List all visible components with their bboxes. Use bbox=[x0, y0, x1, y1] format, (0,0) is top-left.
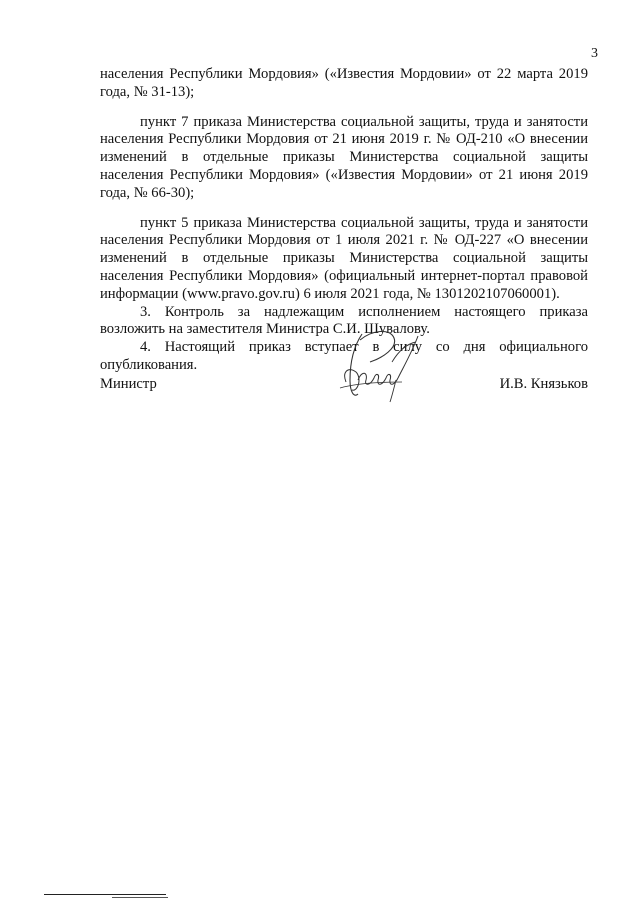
paragraph-item-7: пункт 7 приказа Министерства социальной защиты, труда и занятости населения Республики Мордовия от 21 июня 2019 г. № ОД-210 «О внесении изменений в отдельные приказы Министерства социальной защиты населения Республики Мордовия» («Известия Мордовии» от 21 июня 2019 года, № 66-30); bbox=[100, 113, 588, 201]
footer-rule bbox=[44, 894, 166, 895]
footer-rule-secondary bbox=[112, 897, 168, 898]
paragraph-continuation: населения Республики Мордовия» («Известия Мордовии» от 22 марта 2019 года, № 31-13); bbox=[100, 66, 588, 100]
signatory-title: Министр bbox=[100, 376, 157, 392]
paragraph-item-5: пункт 5 приказа Министерства социальной защиты, труда и занятости населения Республики Мордовия от 1 июля 2021 г. № ОД-227 «О внесении изменений в отдельные приказы Министерства социальной защиты населения Республики Мордовия» (официальный интернет-портал правовой информации (www.pravo.gov.ru) 6 июля 2021 года, № 1301202107060001). bbox=[100, 214, 588, 302]
page-number: 3 bbox=[591, 46, 598, 61]
signature-block bbox=[100, 376, 588, 396]
paragraph-effective-clause: 4. Настоящий приказ вступает в силу со дня официального опубликования. bbox=[100, 339, 588, 373]
signatory-name: И.В. Князьков bbox=[499, 376, 588, 392]
paragraph-control-clause: 3. Контроль за надлежащим исполнением настоящего приказа возложить на заместителя Министра С.И. Шувалову. bbox=[100, 303, 588, 338]
